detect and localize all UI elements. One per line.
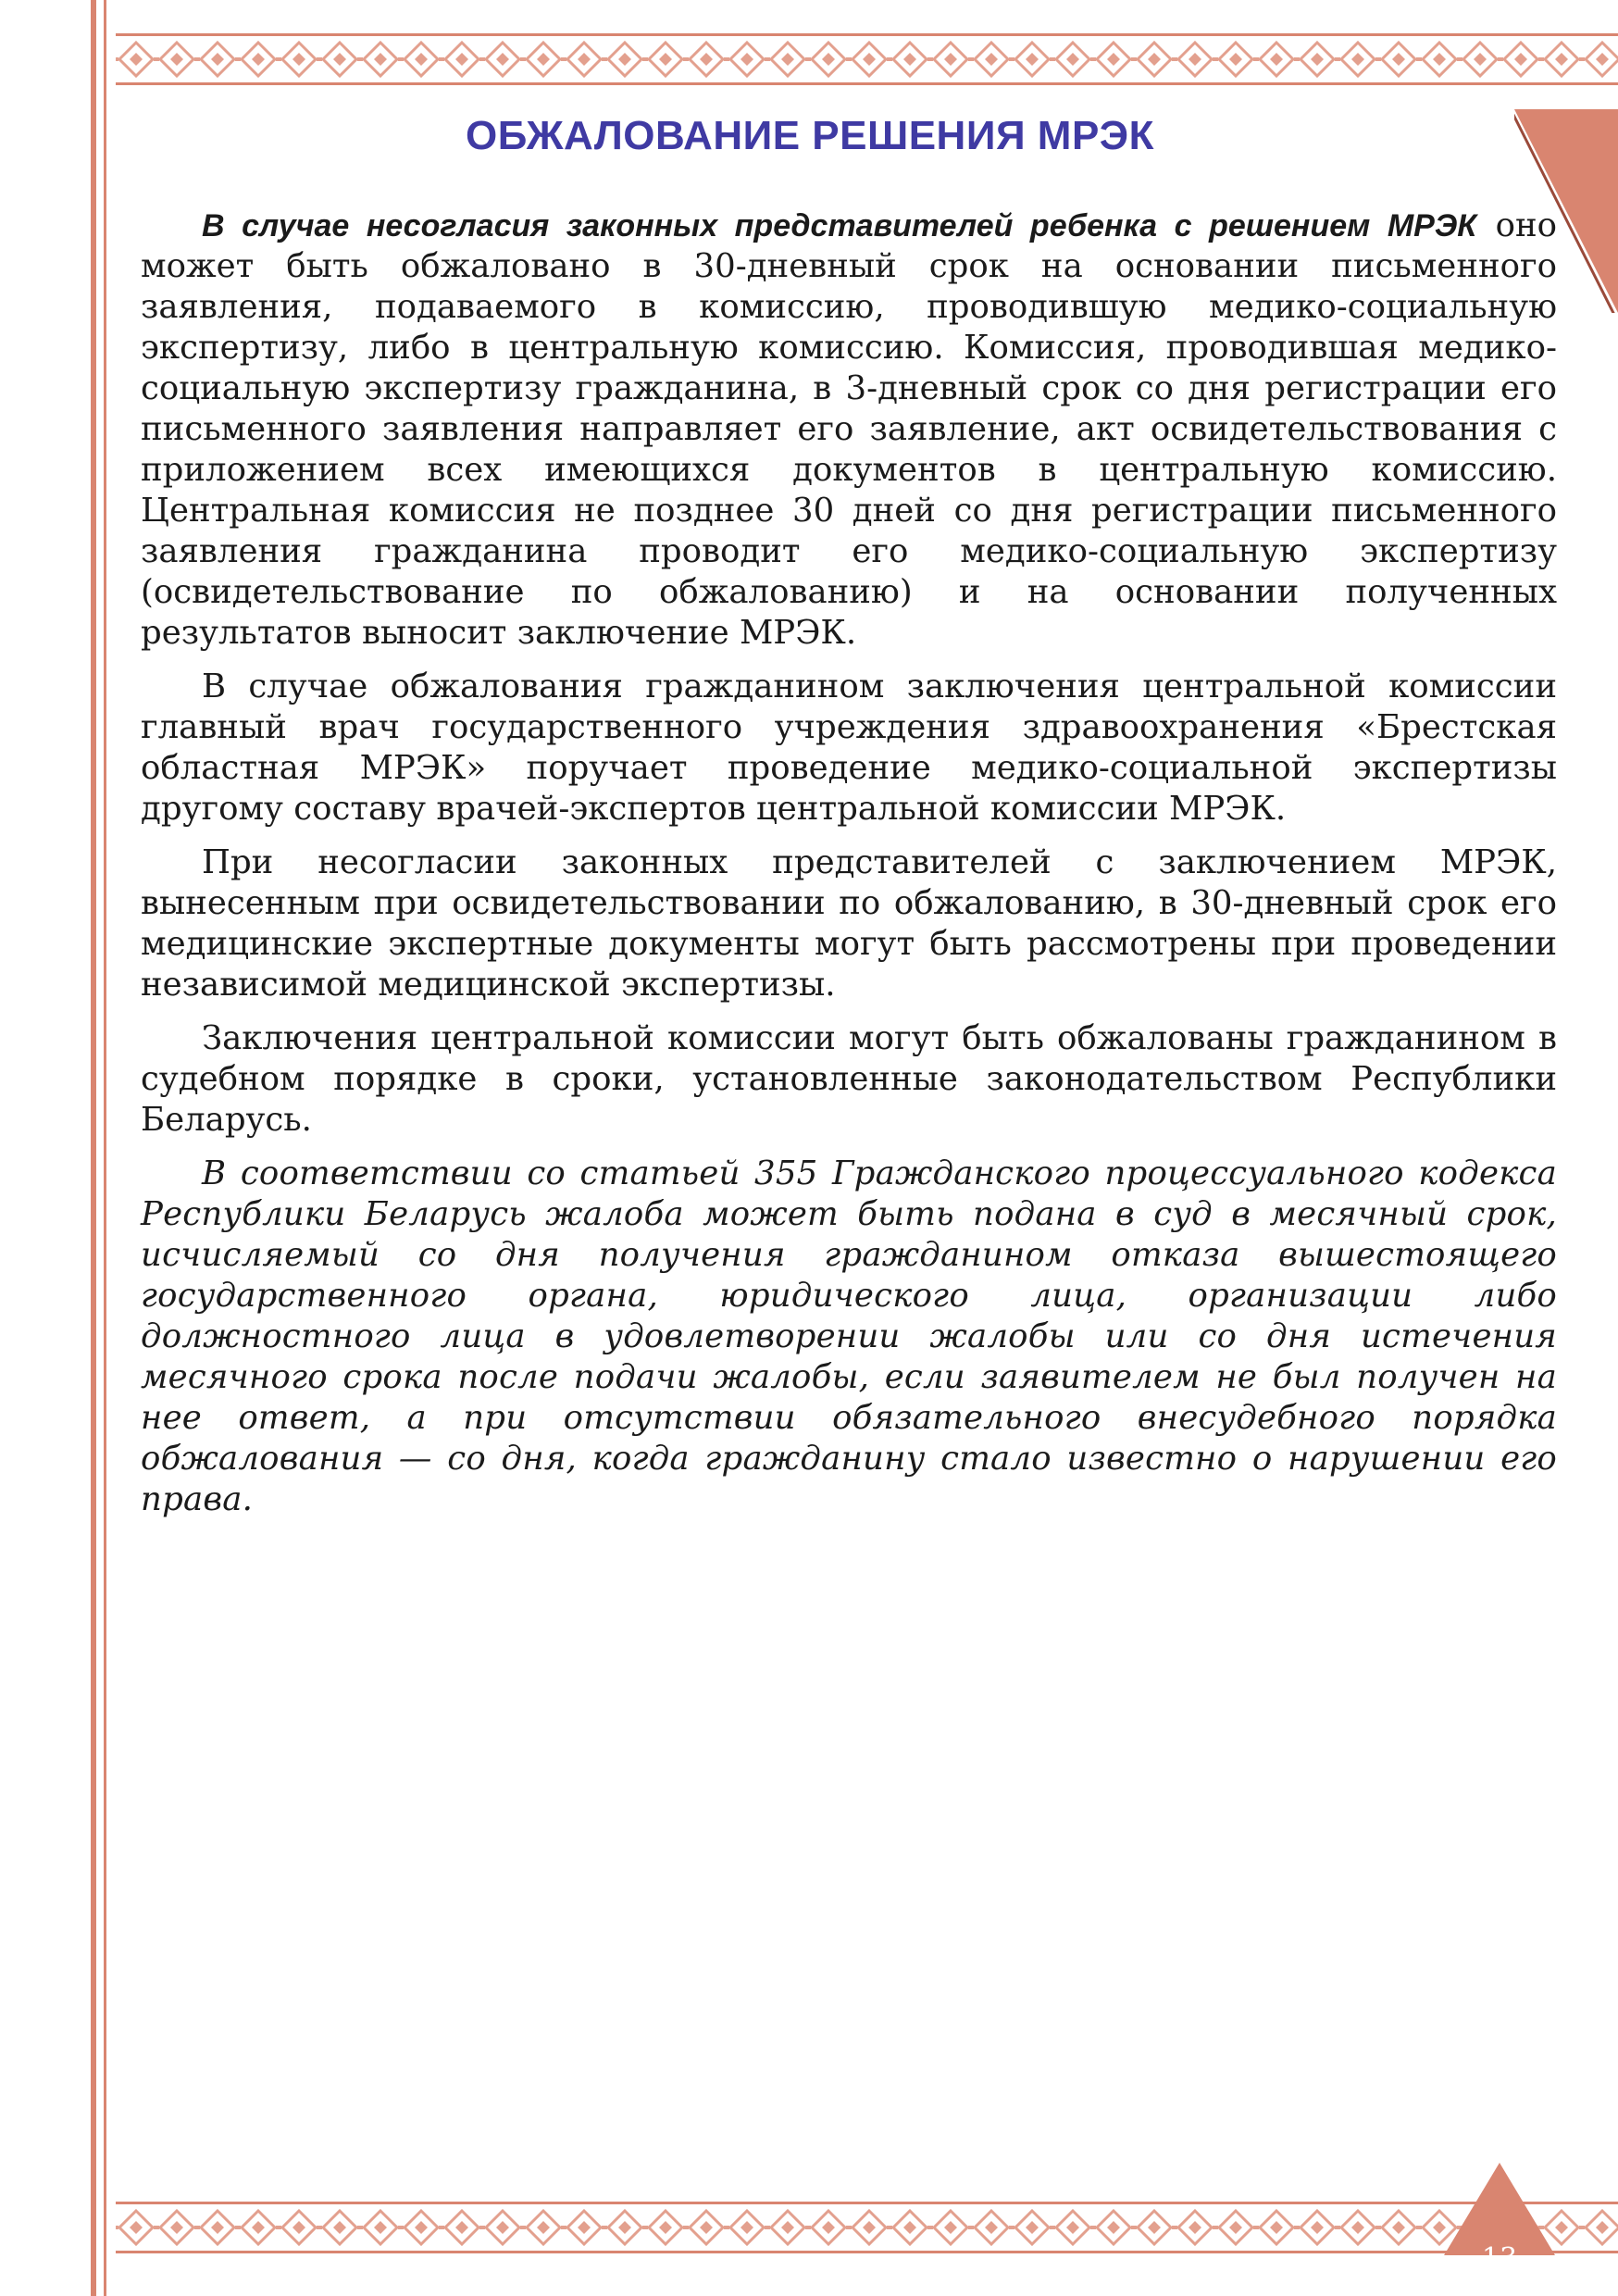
page-number-triangle xyxy=(1444,2163,1555,2255)
paragraph-1 xyxy=(141,206,1557,654)
page-title: ОБЖАЛОВАНИЕ РЕШЕНИЯ МРЭК xyxy=(466,113,1154,158)
left-border-line-inner xyxy=(104,0,106,2296)
paragraph-3: При несогласии законных представителей с заключением МРЭК, вынесенным при освидетельствовании по обжалованию, в 30-дневный срок его медицинские экспертные документы могут быть рассмотрены при проведении независимой медицинской экспертизы. xyxy=(141,843,1557,1004)
page-number: 13 xyxy=(1481,2242,1518,2275)
top-ornament-rule-lower xyxy=(116,82,1618,85)
bottom-ornament-rule-lower xyxy=(116,2251,1618,2253)
top-ornament-band xyxy=(116,39,1618,80)
top-ornament-rule-upper xyxy=(116,33,1618,36)
paragraph-1-lead: В случае несогласия законных представителей ребенка с решением МРЭК xyxy=(202,208,1477,243)
paragraph-5-italic: В соответствии со статьей 355 Гражданского процессуального кодекса Республики Беларусь жалоба может быть подана в суд в месячный срок, исчисляемый со дня получения гражданином отказа вышестоящего государственного органа, юридического лица, организации либо должностного лица в удовлетворении жалобы или со дня истечения месячного срока после подачи жалобы, если заявителем не был получен на нее ответ, а при отсутствии обязательного внесудебного порядка обжалования — со дня, когда гражданину стало известно о нарушении его права. xyxy=(141,1154,1557,1518)
bottom-ornament-rule-upper xyxy=(116,2202,1618,2204)
left-border-line-outer xyxy=(91,0,96,2296)
bottom-ornament-band xyxy=(116,2207,1618,2248)
paragraph-1-rest: оно может быть обжаловано в 30-дневный срок на основании письменного заявления, подаваемого в комиссию, проводившую медико-социальную экспертизу, либо в центральную комиссию. Комиссия, проводившая медико-социальную экспертизу гражданина, в 3-дневный срок со дня регистрации его письменного заявления направляет его заявление, акт освидетельствования с приложением всех имеющихся документов в центральную комиссию. Центральная комиссия не позднее 30 дней со дня регистрации письменного заявления гражданина проводит его медико-социальную экспертизу (освидетельствование по обжалованию) и на основании полученных результатов выносит заключение МРЭК. xyxy=(141,206,1557,652)
paragraph-4: Заключения центральной комиссии могут быть обжалованы гражданином в судебном порядке в сроки, установленные законодательством Республики Беларусь. xyxy=(141,1019,1557,1139)
body-text xyxy=(141,206,1557,1533)
paragraph-2: В случае обжалования гражданином заключения центральной комиссии главный врач государственного учреждения здравоохранения «Брестская областная МРЭК» поручает проведение медико-социальной экспертизы другому составу врачей-экспертов центральной комиссии МРЭК. xyxy=(141,668,1557,828)
